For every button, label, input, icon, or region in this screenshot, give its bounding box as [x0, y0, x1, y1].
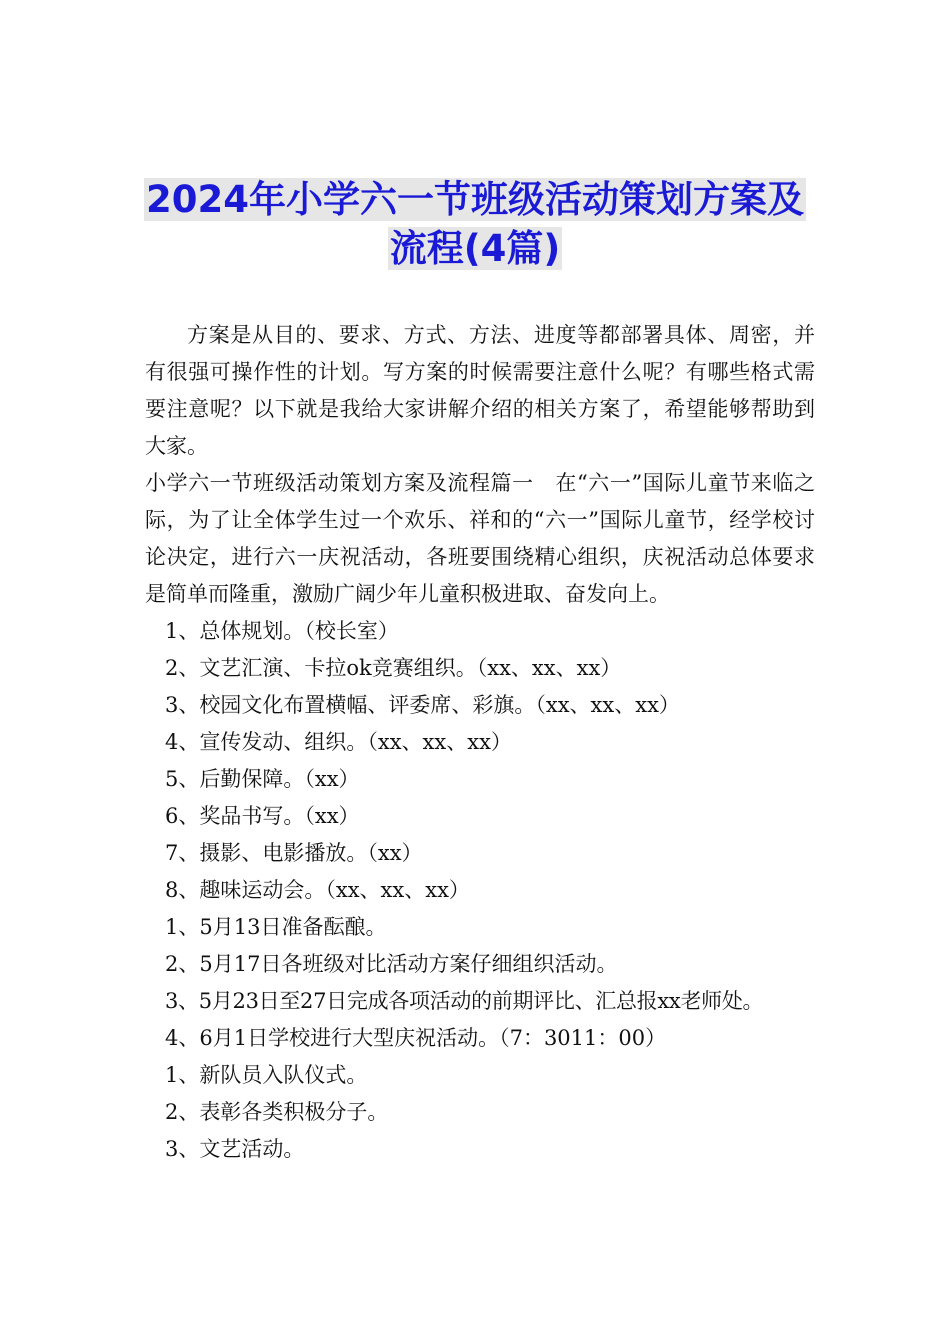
- title-text-1: 2024年小学六一节班级活动策划方案及: [146, 178, 804, 221]
- list-item: 2、5月17日各班级对比活动方案仔细组织活动。: [165, 952, 618, 976]
- list-item: 4、6月1日学校进行大型庆祝活动。（7：3011：00）: [165, 1026, 667, 1050]
- list-item: 6、奖品书写。（xx）: [165, 804, 360, 828]
- list-item: 1、新队员入队仪式。: [165, 1063, 368, 1087]
- list-item: 1、总体规划。（校长室）: [165, 619, 399, 643]
- list-item: 4、宣传发动、组织。（xx、xx、xx）: [165, 730, 512, 754]
- intro-paragraph: 方案是从目的、要求、方式、方法、进度等都部署具体、周密，并有很强可操作性的计划。写方案的时候需要注意什么呢？有哪些格式需要注意呢？以下就是我给大家讲解介绍的相关方案了，希望能够帮助到大家。: [145, 323, 815, 458]
- list-item: 2、表彰各类积极分子。: [165, 1100, 389, 1124]
- section1-paragraph: 小学六一节班级活动策划方案及流程篇一 在“六一”国际儿童节来临之际，为了让全体学生过一个欢乐、祥和的“六一”国际儿童节，经学校讨论决定，进行六一庆祝活动，各班要围绕精心组织，庆祝活动总体要求是简单而隆重，激励广阔少年儿童积极进取、奋发向上。: [145, 471, 815, 606]
- list-item: 2、文艺汇演、卡拉ok竞赛组织。（xx、xx、xx）: [165, 656, 622, 680]
- list-item: 3、校园文化布置横幅、评委席、彩旗。（xx、xx、xx）: [165, 693, 680, 717]
- list-item: 5、后勤保障。（xx）: [165, 767, 360, 791]
- list-item: 8、趣味运动会。（xx、xx、xx）: [165, 878, 470, 902]
- list-item: 3、文艺活动。: [165, 1137, 305, 1161]
- list-item: 1、5月13日准备酝酿。: [165, 915, 387, 939]
- document-title-line-1: [120, 175, 830, 225]
- list-item: 3、5月23日至27日完成各项活动的前期评比、汇总报xx老师处。: [165, 989, 764, 1013]
- list-item: 7、摄影、电影播放。（xx）: [165, 841, 423, 865]
- document-title-line-2: [120, 224, 830, 274]
- title-text-2: 流程(4篇): [389, 227, 561, 270]
- document-body: [145, 317, 815, 1168]
